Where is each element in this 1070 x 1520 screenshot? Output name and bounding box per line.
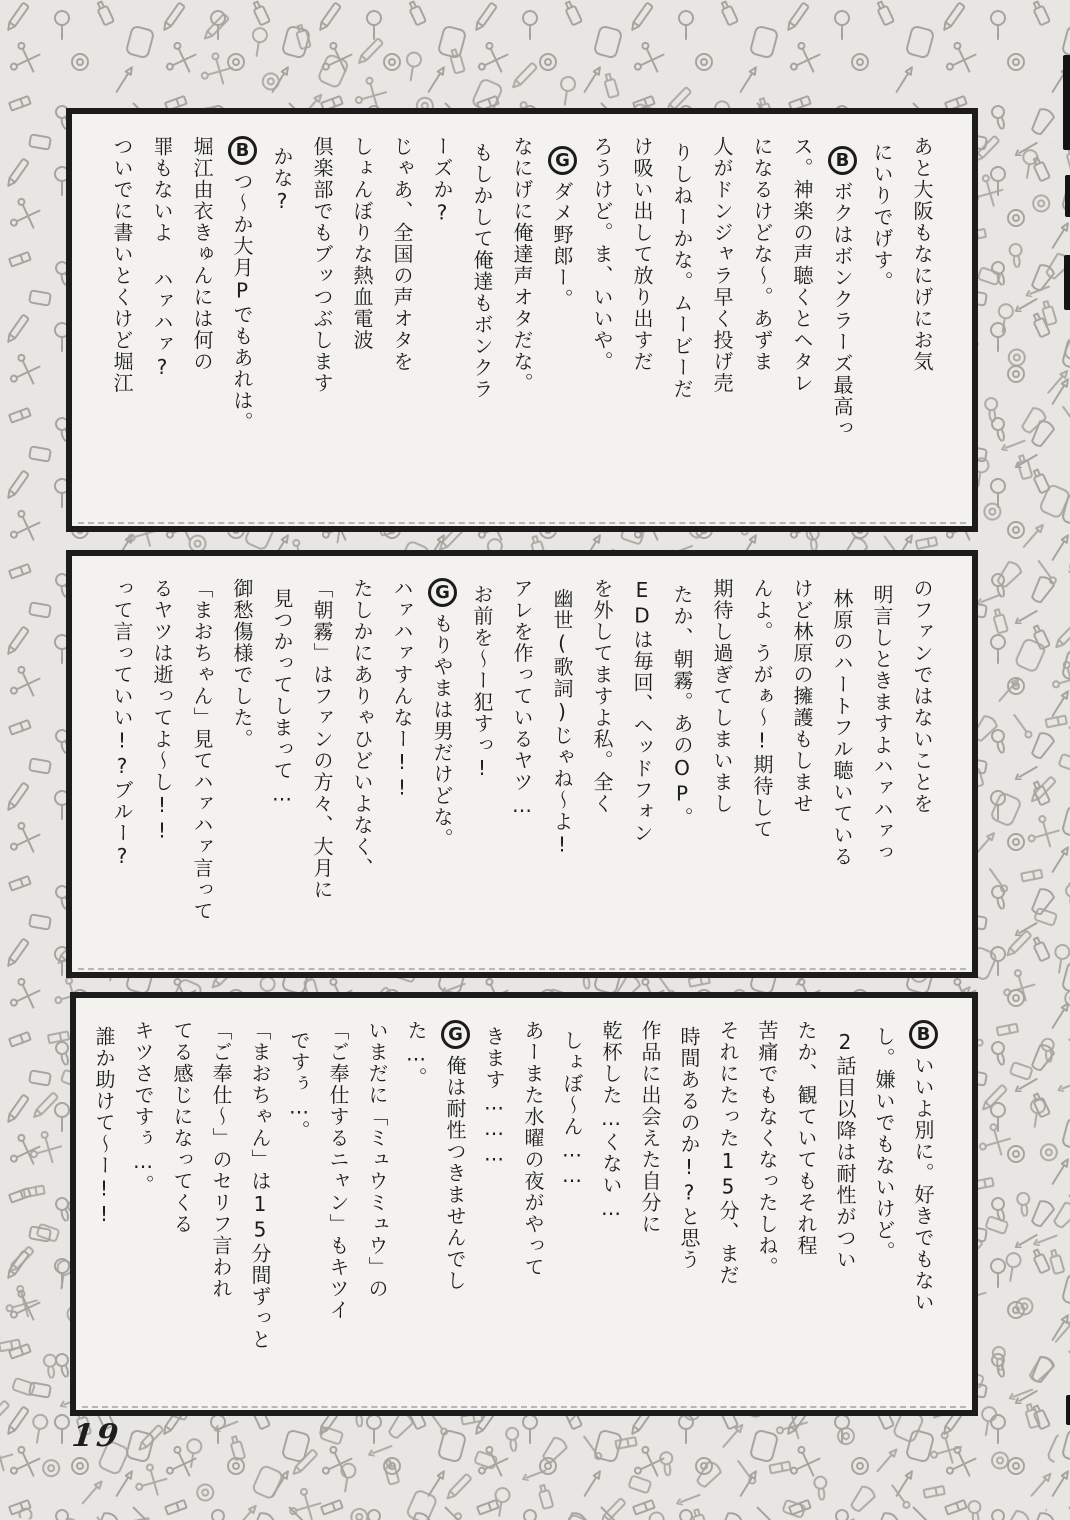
- text-column: [302, 136, 342, 510]
- column-text: ダメ野郎ー。: [550, 181, 574, 310]
- text-column: [662, 136, 702, 510]
- column-text: 乾杯した…くない…: [599, 1020, 623, 1222]
- column-text: ですぅ…。: [287, 1030, 311, 1142]
- text-column: [502, 578, 542, 956]
- column-text: あと大阪もなにげにお気: [910, 136, 934, 373]
- text-column: [742, 578, 782, 956]
- text-column: [201, 1020, 240, 1394]
- column-text: いいよ別に。好きでもない: [911, 1055, 935, 1313]
- text-column: [513, 1020, 552, 1394]
- text-column: [902, 136, 942, 510]
- text-column: [862, 578, 902, 956]
- column-text: 時間あるのか!?と思う: [677, 1026, 701, 1271]
- column-text: 「まおちゃん」は15分間ずっと: [248, 1020, 272, 1351]
- text-column: [582, 136, 622, 510]
- text-column: [102, 136, 142, 510]
- text-column: [702, 136, 742, 510]
- column-text: ろうけど。ま、いいや。: [590, 136, 614, 373]
- speaker-mark-b-icon: B: [228, 136, 257, 165]
- column-text: キツさですぅ…。: [131, 1020, 155, 1196]
- speaker-mark-g-icon: G: [428, 578, 457, 607]
- column-text: ボクはボンクラーズ最高っ: [830, 181, 854, 439]
- comic-text-panel-2: [66, 550, 978, 978]
- text-column: [822, 578, 862, 956]
- column-text: 「まおちゃん」見てハァハァ言って: [190, 578, 214, 922]
- vertical-text-block: [72, 556, 972, 972]
- column-text: いまだに「ミュウミュウ」の: [365, 1020, 389, 1300]
- column-text: つ〜か大月Pでもあれは。: [230, 171, 254, 433]
- text-column: [357, 1020, 396, 1394]
- column-text: なにげに俺達声オタだな。: [510, 136, 534, 394]
- scan-edge-artifact: [1066, 1395, 1070, 1425]
- column-text: るヤツは逝ってよ〜し!!: [150, 578, 174, 844]
- text-column: [142, 136, 182, 510]
- column-text: けど林原の擁護もしませ: [790, 578, 814, 815]
- column-text: ついでに書いとくけど堀江: [110, 136, 134, 394]
- vertical-text-block: [76, 998, 972, 1410]
- column-text: ーズか?: [430, 136, 454, 226]
- text-column: [864, 1020, 903, 1394]
- text-column: [552, 1020, 591, 1394]
- text-column: [708, 1020, 747, 1394]
- text-column: [262, 136, 302, 510]
- column-text: お前を〜ー犯すっ!: [470, 584, 494, 782]
- text-column: [702, 578, 742, 956]
- column-text: 「ご奉仕〜」のセリフ言われ: [209, 1020, 233, 1300]
- text-column: [422, 578, 462, 956]
- column-text: しょんぼりな熱血電波: [350, 136, 374, 351]
- text-column: [862, 136, 902, 510]
- column-text: 作品に出会えた自分に: [638, 1020, 662, 1235]
- text-column: [622, 578, 662, 956]
- text-column: [279, 1020, 318, 1394]
- text-column: [422, 136, 462, 510]
- column-text: たか、朝霧。あのOP。: [670, 584, 694, 829]
- column-text: もりやまは男だけどな。: [430, 613, 454, 850]
- scan-edge-artifact: [1064, 255, 1070, 310]
- speaker-mark-g-icon: G: [548, 146, 577, 175]
- text-column: [474, 1020, 513, 1394]
- text-column: [902, 578, 942, 956]
- column-text: 倶楽部でもブッつぶします: [310, 136, 334, 394]
- text-column: [142, 578, 182, 956]
- column-text: 「朝霧」はファンの方々、大月に: [310, 578, 334, 901]
- text-column: [222, 578, 262, 956]
- column-text: 御愁傷様でした。: [230, 578, 254, 750]
- text-column: [662, 578, 702, 956]
- text-column: [786, 1020, 825, 1394]
- column-text: 堀江由衣きゅんには何の: [190, 136, 214, 373]
- text-column: [903, 1020, 942, 1394]
- column-text: 見つかってしまって…: [270, 588, 294, 807]
- text-column: [342, 136, 382, 510]
- column-text: 林原のハートフル聴いている: [830, 588, 854, 868]
- column-text: ス。神楽の声聴くとヘタレ: [790, 136, 814, 394]
- column-text: 2話目以降は耐性がつい: [833, 1030, 857, 1271]
- column-text: 苦痛でもなくなったしね。: [755, 1020, 779, 1278]
- column-text: 明言しときますよハァハァっ: [870, 584, 894, 864]
- text-column: [302, 578, 342, 956]
- column-text: って言っていい!?ブルー?: [110, 578, 134, 870]
- column-text: EDは毎回、ヘッドフォン: [630, 578, 654, 844]
- text-column: [542, 136, 582, 510]
- column-text: 「ご奉仕するニャン」もキツイ: [326, 1020, 350, 1321]
- text-column: [825, 1020, 864, 1394]
- text-column: [262, 578, 302, 956]
- scan-edge-artifact: [1063, 55, 1070, 150]
- text-column: [622, 136, 662, 510]
- text-column: [102, 578, 142, 956]
- column-text: 期待し過ぎてしまいまし: [710, 578, 734, 815]
- column-text: 罪もないよ ハァハァ?: [150, 136, 174, 381]
- text-column: [182, 136, 222, 510]
- comic-text-panel-3: [70, 992, 978, 1416]
- column-text: のファンではないことを: [910, 578, 934, 815]
- text-column: [582, 578, 622, 956]
- text-column: [669, 1020, 708, 1394]
- column-text: ハァハァすんなー!!: [390, 578, 414, 801]
- text-column: [435, 1020, 474, 1394]
- column-text: 誰か助けて〜ー!!: [92, 1026, 116, 1228]
- column-text: を外してますよ私。全く: [590, 578, 614, 815]
- column-text: になるけどな〜。あずま: [750, 136, 774, 373]
- text-column: [502, 136, 542, 510]
- text-column: [318, 1020, 357, 1394]
- column-text: 幽世(歌詞)じゃね〜よ!: [550, 588, 574, 858]
- text-column: [123, 1020, 162, 1394]
- column-text: あーまた水曜の夜がやって: [521, 1020, 545, 1278]
- text-column: [462, 136, 502, 510]
- page-number: 19: [70, 1418, 124, 1454]
- text-column: [747, 1020, 786, 1394]
- text-column: [782, 136, 822, 510]
- column-text: 俺は耐性つきませんでし: [443, 1055, 467, 1292]
- column-text: かな?: [270, 146, 294, 215]
- text-column: [462, 578, 502, 956]
- text-column: [162, 1020, 201, 1394]
- text-column: [396, 1020, 435, 1394]
- text-column: [240, 1020, 279, 1394]
- column-text: た…。: [404, 1020, 428, 1089]
- vertical-text-block: [72, 114, 972, 526]
- comic-text-panel-1: [66, 108, 978, 532]
- column-text: んよ。うがぁ〜!期待して: [750, 578, 774, 840]
- text-column: [382, 578, 422, 956]
- scan-edge-artifact: [1065, 175, 1070, 217]
- column-text: しょぼ〜ん……: [560, 1030, 584, 1189]
- text-column: [822, 136, 862, 510]
- column-text: にいりでげす。: [870, 142, 894, 293]
- column-text: たか、観ていてもそれ程: [794, 1020, 818, 1257]
- column-text: てる感じになってくる: [170, 1020, 194, 1235]
- speaker-mark-g-icon: G: [441, 1020, 470, 1049]
- text-column: [84, 1020, 123, 1394]
- column-text: きます………: [482, 1026, 506, 1167]
- column-text: もしかして俺達もボンクラ: [470, 142, 494, 400]
- speaker-mark-b-icon: B: [828, 146, 857, 175]
- column-text: たしかにありゃひどいよなく、: [350, 578, 374, 879]
- speaker-mark-b-icon: B: [909, 1020, 938, 1049]
- text-column: [630, 1020, 669, 1394]
- text-column: [591, 1020, 630, 1394]
- text-column: [382, 136, 422, 510]
- text-column: [222, 136, 262, 510]
- column-text: し。嫌いでもないけど。: [872, 1026, 896, 1263]
- text-column: [782, 578, 822, 956]
- column-text: アレを作っているヤツ…: [510, 578, 534, 819]
- text-column: [182, 578, 222, 956]
- text-column: [742, 136, 782, 510]
- column-text: 人がドンジャラ早く投げ売: [710, 136, 734, 394]
- column-text: じゃあ、全国の声オタを: [390, 136, 414, 373]
- column-text: それにたった15分、まだ: [716, 1020, 740, 1286]
- column-text: りしねーかな。ムービーだ: [670, 142, 694, 400]
- text-column: [542, 578, 582, 956]
- text-column: [342, 578, 382, 956]
- column-text: け吸い出して放り出すだ: [630, 136, 654, 373]
